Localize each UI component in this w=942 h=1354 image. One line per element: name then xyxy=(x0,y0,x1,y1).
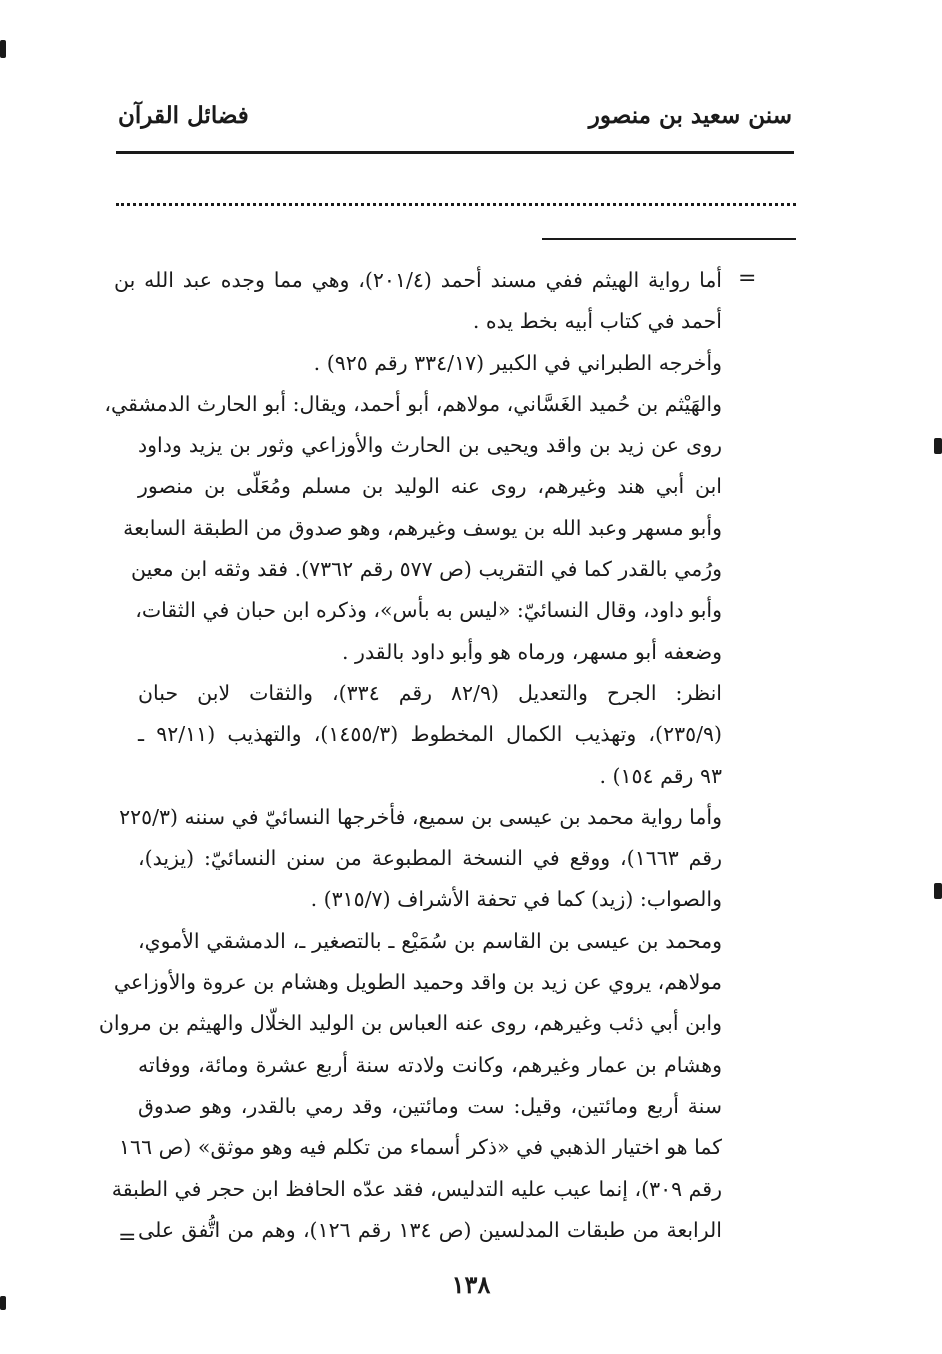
footnote-line: ورُمي بالقدر كما في التقريب (ص ٥٧٧ رقم ٧٣٦٢). فقد وثقه ابن معين xyxy=(130,557,722,582)
running-header-book-title: سنن سعيد بن منصور xyxy=(588,102,792,129)
footnote-line: وأما رواية محمد بن عيسى بن سميع، فأخرجها النسائيّ في سننه (٢٢٥/٣ xyxy=(119,804,722,829)
footnote-line: سنة أربع ومائتين، وقيل: ست ومائتين، وقد رمي بالقدر، وهو صدوق xyxy=(138,1093,722,1118)
footnote-line: أما رواية الهيثم ففي مسند أحمد (٢٠١/٤)، وهي مما وجده عبد الله بن xyxy=(114,268,722,292)
footnote-line: وأبو داود، وقال النسائيّ: «ليس به بأس»، وذكره ابن حبان في الثقات، xyxy=(135,598,722,623)
scan-edge-mark xyxy=(0,1296,6,1310)
footnote-line: والهَيْثم بن حُميد الغَسَّاني، مولاهم، أبو أحمد، ويقال: أبو الحارث الدمشقي، xyxy=(104,391,722,416)
scan-edge-mark xyxy=(0,40,6,58)
footnote-line: روى عن زيد بن واقد ويحيى بن الحارث والأوزاعي وثور بن يزيد وداود xyxy=(138,433,722,458)
footnote-line: أحمد في كتاب أبيه بخط يده . xyxy=(472,309,722,334)
continuation-mark-end: = xyxy=(118,1225,137,1250)
footnote-rule xyxy=(542,238,796,240)
footnote-line: انظر: الجرح والتعديل (٨٢/٩ رقم ٣٣٤)، والثقات لابن حبان xyxy=(138,680,722,705)
scan-edge-mark xyxy=(934,883,942,899)
footnote-line: ٩٣ رقم ١٥٤) . xyxy=(599,763,722,788)
footnote-line: كما هو اختيار الذهبي في «ذكر أسماء من تكلم فيه وهو موثق» (ص ١٦٦ xyxy=(119,1135,722,1160)
page-number: ١٣٨ xyxy=(451,1270,491,1299)
footnote-line: وضعفه أبو مسهر، ورماه هو وأبو داود بالقدر . xyxy=(342,639,722,664)
footnote-line: رقم ١٦٦٣)، ووقع في النسخة المطبوعة من سنن النسائيّ: (يزيد)، xyxy=(138,846,723,871)
continuation-mark-start: = xyxy=(738,266,757,291)
footnote-line: وأبو مسهر وعبد الله بن يوسف وغيرهم، وهو صدوق من الطبقة السابعة xyxy=(123,515,722,540)
footnote-text xyxy=(98,260,723,1251)
footnote-line: ومحمد بن عيسى بن القاسم بن سُمَيْع ـ بالتصغير ـ، الدمشقي الأموي، xyxy=(138,928,722,953)
footnote-line: ابن أبي هند وغيرهم، روى عنه الوليد بن مسلم ومُعَلّى بن منصور xyxy=(138,474,722,499)
footnote-line: رقم ٣٠٩)، إنما عيب عليه التدليس، فقد عدّه الحافظ ابن حجر في الطبقة xyxy=(111,1176,722,1201)
footnote-line: وابن أبي ذئب وغيرهم، روى عنه العباس بن الوليد الخلّال والهيثم بن مروان xyxy=(98,1011,722,1036)
dotted-separator xyxy=(116,203,796,206)
running-header-section-title: فضائل القرآن xyxy=(118,102,249,129)
footnote-line: والصواب: (زيد) كما في تحفة الأشراف (٣١٥/٧) . xyxy=(310,887,722,912)
footnote-line: وهشام بن عمار وغيرهم، وكانت ولادته سنة أربع عشرة ومائة، ووفاته xyxy=(138,1052,722,1077)
footnote-line: الرابعة من طبقات المدلسين (ص ١٣٤ رقم ١٢٦)، وهم من اتُّفق على xyxy=(138,1217,722,1242)
footnote-line: (٢٣٥/٩)، وتهذيب الكمال المخطوط (١٤٥٥/٣)، والتهذيب (٩٢/١١ ـ xyxy=(138,722,723,747)
header-rule xyxy=(116,151,794,154)
footnote-line: وأخرجه الطبراني في الكبير (٣٣٤/١٧ رقم ٩٢٥) . xyxy=(313,350,722,375)
scan-edge-mark xyxy=(934,438,942,454)
footnote-line: مولاهم، يروي عن زيد بن واقد وحميد الطويل وهشام بن عروة والأوزاعي xyxy=(113,970,722,995)
